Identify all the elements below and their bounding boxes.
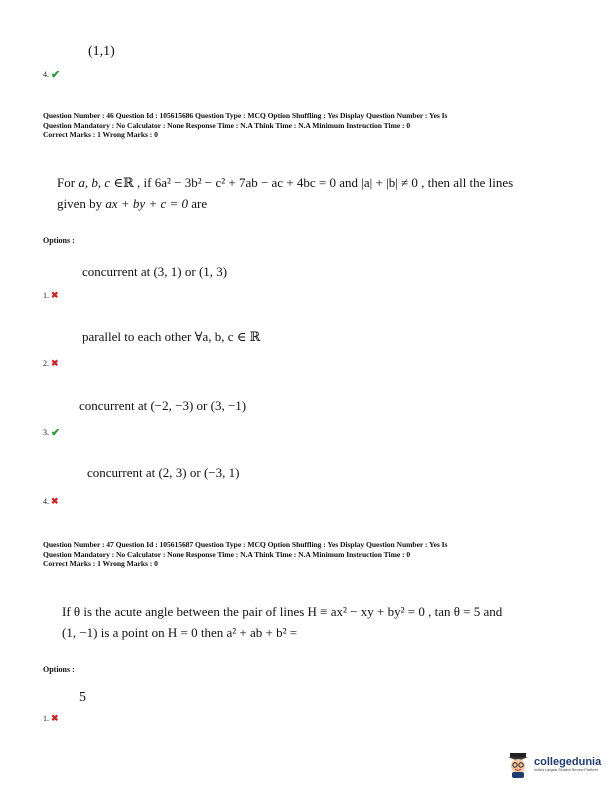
option-number-label: 1. [43,714,49,723]
logo-text [534,757,601,773]
question-text-part: given by [57,196,103,211]
check-icon: ✔ [51,69,61,81]
option-marker [43,290,59,301]
option-number-label: 4. [43,497,49,506]
question-text [62,601,502,643]
check-icon: ✔ [51,427,61,439]
logo-name: collegedunia [534,756,602,768]
previous-option-number [43,68,60,81]
option-text: 5 [79,690,86,705]
mascot-icon [506,752,530,778]
question-text-prefix: For [57,175,76,190]
cross-icon: ✖ [51,358,59,368]
meta-line: Question Mandatory : No Calculator : None Response Time : N.A Think Time : N.A Minimum Instruction Time : 0 [43,120,411,130]
question-variables: a, b, c [78,175,111,190]
cross-icon: ✖ [51,713,59,723]
option-number-label: 4. [43,70,49,79]
meta-line: Correct Marks : 1 Wrong Marks : 0 [43,130,158,140]
meta-line: Question Number : 47 Question Id : 105615687 Question Type : MCQ Option Shuffling : Yes Display Question Number : Yes Is [43,540,448,549]
option-text: concurrent at (2, 3) or (−3, 1) [87,465,240,480]
option-marker [43,713,59,724]
question-equation: ax + by + c = 0 [105,196,189,211]
option-marker [43,426,60,439]
option-text: concurrent at (3, 1) or (1, 3) [82,264,228,279]
option-marker [43,496,59,507]
question-line-1 [57,172,513,193]
question-line-2 [57,193,513,214]
option-number-label: 1. [43,291,49,300]
question-condition: ∈ℝ , if 6a² − 3b² − c² + 7ab − ac + 4bc = 0 and |a| + |b| ≠ 0 , then all the lines [113,175,514,190]
cross-icon: ✖ [51,496,59,506]
collegedunia-logo [506,752,601,778]
meta-line: Question Mandatory : No Calculator : None Response Time : N.A Think Time : N.A Minimum Instruction Time : 0 [43,549,411,559]
question-line-2: (1, −1) is a point on H = 0 then a² + ab + b² = [62,625,298,640]
question-meta [43,540,447,569]
option-number-label: 3. [43,428,49,437]
meta-line: Question Number : 46 Question Id : 105615686 Question Type : MCQ Option Shuffling : Yes Display Question Number : Yes Is [43,111,448,120]
option-marker [43,358,59,369]
options-label: Options : [43,665,75,674]
options-label: Options : [43,236,75,245]
option-number-label: 2. [43,359,49,368]
question-text-part: are [191,196,208,211]
option-text: parallel to each other ∀a, b, c ∈ ℝ [82,329,261,344]
meta-line: Correct Marks : 1 Wrong Marks : 0 [43,559,158,569]
previous-option-text: (1,1) [88,44,115,59]
logo-tagline: India's Largest Student Review Platform [534,768,598,772]
cross-icon: ✖ [51,290,59,300]
question-line-1: If θ is the acute angle between the pair of lines H ≡ ax² − xy + by² = 0 , tan θ = 5 and [62,604,503,619]
question-meta [43,111,447,140]
option-text: concurrent at (−2, −3) or (3, −1) [79,398,247,413]
question-text [57,172,513,214]
